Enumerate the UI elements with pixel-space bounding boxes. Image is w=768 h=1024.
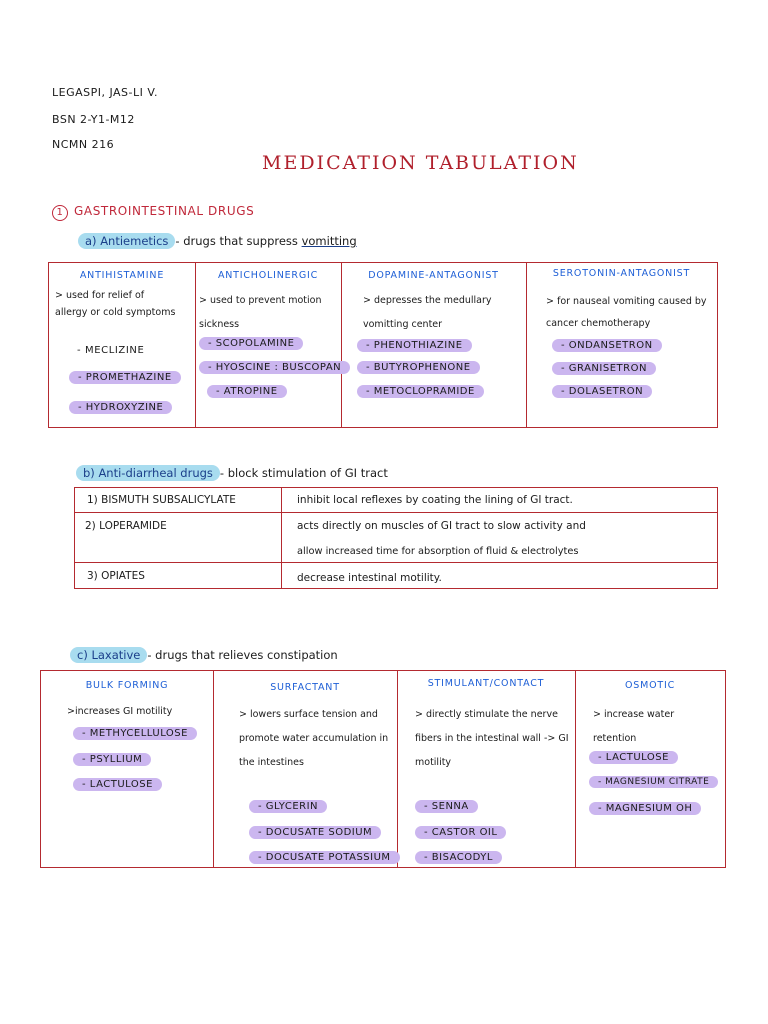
- antidiarrheal-desc-1: inhibit local reflexes by coating the lining of GI tract.: [297, 494, 573, 506]
- column-divider: [526, 263, 527, 427]
- drug-bisacodyl: - BISACODYL: [415, 851, 502, 864]
- laxative-table: [40, 670, 726, 868]
- antidiarrheal-table: [74, 487, 718, 589]
- serotonin-antagonist-note: > for nauseal vomiting caused by cancer chemotherapy: [546, 296, 707, 329]
- drug-metoclopramide: - METOCLOPRAMIDE: [357, 385, 484, 398]
- antidiarrheal-label: b) Anti-diarrheal drugs: [76, 465, 220, 481]
- antidiarrheal-definition: - block stimulation of GI tract: [219, 466, 388, 480]
- drug-phenothiazine: - PHENOTHIAZINE: [357, 339, 472, 352]
- dopamine-antagonist-note: > depresses the medullary vomitting center: [363, 295, 492, 330]
- column-divider: [281, 488, 282, 588]
- column-header-serotonin-antagonist: SEROTONIN-ANTAGONIST: [552, 268, 691, 279]
- drug-psyllium: - PSYLLIUM: [73, 753, 151, 766]
- column-divider: [341, 263, 342, 427]
- antidiarrheal-drug-2: 2) LOPERAMIDE: [85, 520, 167, 532]
- antiemetics-heading: [78, 234, 357, 248]
- drug-glycerin: - GLYCERIN: [249, 800, 327, 813]
- column-divider: [195, 263, 196, 427]
- laxative-heading: [70, 648, 338, 662]
- drug-meclizine: - MECLIZINE: [77, 345, 145, 356]
- drug-methycellulose: - METHYCELLULOSE: [73, 727, 197, 740]
- drug-atropine: - ATROPINE: [207, 385, 287, 398]
- drug-hyoscine-buscopan: - HYOSCINE : BUSCOPAN: [199, 361, 350, 374]
- antidiarrheal-drug-3: 3) OPIATES: [87, 570, 145, 582]
- student-section: BSN 2-Y1-M12: [52, 113, 135, 126]
- antiemetics-label: a) Antiemetics: [78, 233, 175, 249]
- drug-magnesium-citrate: - MAGNESIUM CITRATE: [589, 776, 718, 788]
- row-divider: [75, 512, 717, 513]
- column-divider: [397, 671, 398, 867]
- drug-lactulose-osmotic: - LACTULOSE: [589, 751, 678, 764]
- column-header-bulk-forming: BULK FORMING: [85, 680, 169, 691]
- stimulant-contact-note: > directly stimulate the nerve fibers in the intestinal wall -> GI motility: [415, 709, 569, 768]
- column-header-osmotic: OSMOTIC: [624, 680, 676, 691]
- section-heading: [52, 204, 254, 221]
- anticholinergic-note: > used to prevent motion sickness: [199, 295, 322, 330]
- section-number-circle: 1: [52, 205, 68, 221]
- osmotic-note: > increase water retention: [593, 709, 675, 744]
- laxative-label: c) Laxative: [70, 647, 147, 663]
- antiemetics-definition: - drugs that suppress: [175, 234, 302, 248]
- drug-magnesium-oh: - MAGNESIUM OH: [589, 802, 701, 815]
- student-name: LEGASPI, JAS-LI V.: [52, 86, 158, 99]
- column-header-antihistamine: ANTIHISTAMINE: [79, 270, 165, 281]
- course-code: NCMN 216: [52, 138, 115, 151]
- antidiarrheal-heading: [76, 466, 388, 480]
- column-header-surfactant: SURFACTANT: [270, 682, 340, 693]
- laxative-definition: - drugs that relieves constipation: [147, 648, 338, 662]
- row-divider: [75, 562, 717, 563]
- drug-docusate-sodium: - DOCUSATE SODIUM: [249, 826, 381, 839]
- column-divider: [575, 671, 576, 867]
- drug-castor-oil: - CASTOR OIL: [415, 826, 506, 839]
- bulk-forming-note: >increases GI motility: [67, 706, 173, 717]
- drug-ondansetron: - ONDANSETRON: [552, 339, 662, 352]
- drug-senna: - SENNA: [415, 800, 478, 813]
- drug-butyrophenone: - BUTYROPHENONE: [357, 361, 480, 374]
- antiemetics-table: [48, 262, 718, 428]
- antidiarrheal-desc-2a: acts directly on muscles of GI tract to slow activity and: [297, 520, 586, 532]
- antihistamine-note: > used for relief of allergy or cold symptoms: [55, 290, 176, 318]
- page-title: MEDICATION TABULATION: [262, 152, 579, 174]
- column-header-stimulant-contact: STIMULANT/CONTACT: [427, 678, 545, 689]
- drug-promethazine: - PROMETHAZINE: [69, 371, 181, 384]
- drug-dolasetron: - DOLASETRON: [552, 385, 652, 398]
- surfactant-note: > lowers surface tension and promote water accumulation in the intestines: [239, 709, 389, 768]
- drug-lactulose: - LACTULOSE: [73, 778, 162, 791]
- antidiarrheal-desc-2b: allow increased time for absorption of fluid & electrolytes: [297, 546, 579, 557]
- column-header-dopamine-antagonist: DOPAMINE-ANTAGONIST: [368, 270, 499, 281]
- column-header-anticholinergic: ANTICHOLINERGIC: [217, 270, 319, 281]
- drug-granisetron: - GRANISETRON: [552, 362, 656, 375]
- section-heading-text: GASTROINTESTINAL DRUGS: [74, 204, 255, 218]
- antiemetics-definition-word: vomitting: [301, 234, 357, 248]
- antidiarrheal-drug-1: 1) BISMUTH SUBSALICYLATE: [87, 494, 236, 506]
- drug-hydroxyzine: - HYDROXYZINE: [69, 401, 172, 414]
- column-divider: [213, 671, 214, 867]
- antidiarrheal-desc-3: decrease intestinal motility.: [297, 572, 442, 584]
- drug-scopolamine: - SCOPOLAMINE: [199, 337, 303, 350]
- drug-docusate-potassium: - DOCUSATE POTASSIUM: [249, 851, 400, 864]
